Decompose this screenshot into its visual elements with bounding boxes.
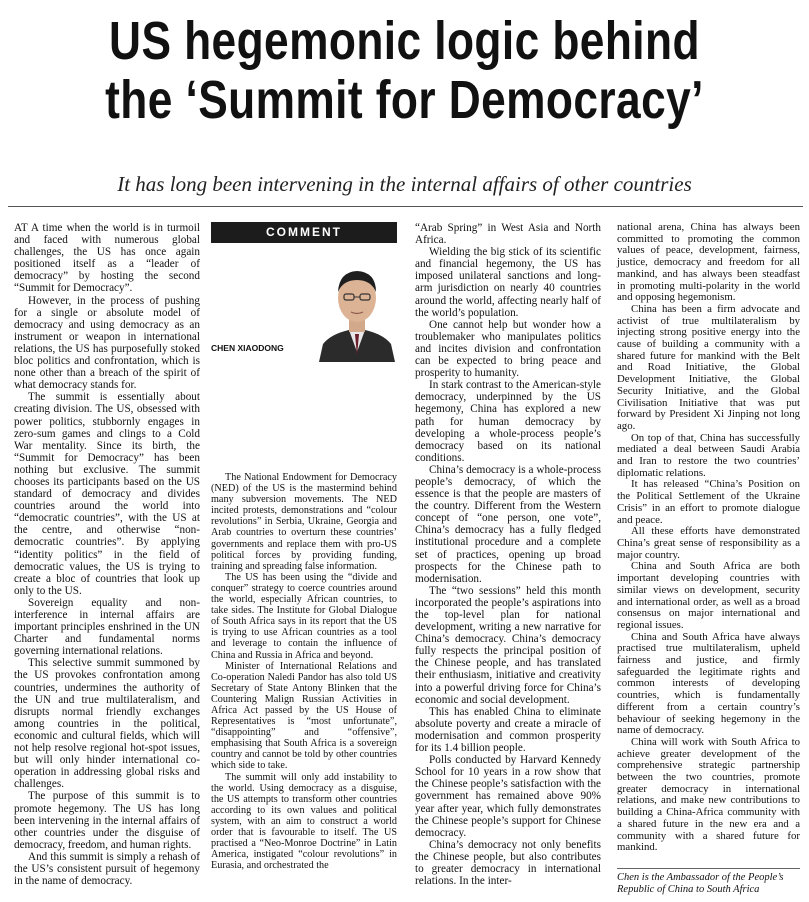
paragraph: “Arab Spring” in West Asia and North Africa. (415, 222, 601, 247)
paragraph: China and South Africa have always practised true multilateralism, upheld fairness and justice, and firmly safeguarded the legitimate rights and common interests of developing countries, which is fundamentally different from a certain country’s behaviour of seeking hegemony in the name of democracy. (617, 630, 800, 737)
paragraph: One cannot help but wonder how a troublemaker who manipulates politics and incites division and confrontation can be expected to bring peace and prosperity to humanity. (415, 318, 601, 380)
paragraph: All these efforts have demonstrated China’s great sense of responsibility as a major country. (617, 525, 800, 561)
author-note-divider (617, 868, 800, 869)
paragraph: The summit will only add instability to the world. Using democracy as a disguise, the US attempts to transform other countries according to its own values and political system, with an aim to construct a world order that is favourable to itself. The US practised a “Neo-Monroe Doctrine” in Latin America, instigated “colour revolutions” in Eurasia, and orchestrated the (211, 771, 397, 872)
paragraph: However, in the process of pushing for a single or absolute model of democracy and using democracy as an instrument or weapon in international relations, the US has purposefully stoked bloc politics and confrontation, which is none other than a breach of the spirit of what democracy stands for. (14, 294, 200, 392)
column-2 (211, 472, 397, 871)
comment-label: COMMENT (211, 222, 397, 243)
paragraph: This has enabled China to eliminate absolute poverty and create a miracle of modernisation and common prosperity for its 1.4 billion people. (415, 705, 601, 755)
headline-line-1: US hegemonic logic behind (109, 11, 700, 71)
divider (8, 206, 803, 207)
paragraph: It has released “China’s Position on the Political Settlement of the Ukraine Crisis” in an effort to promote dialogue and peace. (617, 478, 800, 526)
paragraph: China’s democracy is a whole-process people’s democracy, of which the essence is that the people are masters of the country. Different from the Western concept of “one person, one vote”, China’s democracy has a fully fledged institutional procedure and a complete set of practices, opening up broad prospects for the Chinese path to modernisation. (415, 463, 601, 585)
paragraph: Sovereign equality and non-interference in internal affairs are important principles enshrined in the UN Charter and fundamental norms governing international relations. (14, 596, 200, 658)
paragraph: The US has been using the “divide and conquer” strategy to coerce countries around the world, especially African countries, to take sides. The Institute for Global Dialogue of South Africa says in its report that the US is trying to use African countries as a tool and leverage to contain the influence of China and Russia in Africa and beyond. (211, 571, 397, 661)
headline-line-2: the ‘Summit for Democracy’ (105, 70, 704, 130)
paragraph: And this summit is simply a rehash of the US’s consistent pursuit of hegemony in the name of democracy. (14, 850, 200, 888)
paragraph: China and South Africa are both important developing countries with similar views on development, security and international order, as well as a broad consensus on major international and regional issues. (617, 560, 800, 631)
paragraph: Wielding the big stick of its scientific and financial hegemony, the US has imposed unilateral sanctions and long-arm jurisdiction on nearly 40 countries around the world, affecting nearly half of the world’s population. (415, 246, 601, 319)
paragraph: AT A time when the world is in turmoil and faced with numerous global challenges, the US has once again positioned itself as a “leader of democracy” by hosting the second “Summit for Democracy”. (14, 222, 200, 295)
column-1 (14, 222, 200, 887)
author-byline: CHEN XIAODONG (211, 343, 284, 353)
author-photo (309, 256, 405, 362)
paragraph: The summit is essentially about creating division. The US, obsessed with power politics, stubbornly engages in zero-sum games and clings to a Cold War mentality. Since its birth, the “Summit for Democracy” has been nothing but exclusive. The summit chooses its participants based on the US standard of democracy and divides countries around the world into “democratic countries”, with the US at the centre, and otherwise “non-democratic countries”. By applying “identity politics” in the field of democratic values, the US is trying to create a bloc of countries that look up only to the US. (14, 391, 200, 597)
paragraph: Polls conducted by Harvard Kennedy School for 10 years in a row show that the Chinese people’s satisfaction with the government has remained above 90% year after year, which fully demonstrates the Chinese people’s support for Chinese democracy. (415, 754, 601, 839)
paragraph: China’s democracy not only benefits the Chinese people, but also contributes to greater democracy in international relations. In the inter- (415, 838, 601, 888)
paragraph: This selective summit summoned by the US provokes confrontation among countries, undermines the authority of the UN and true multilateralism, and disrupts normal friendly exchanges among countries in the political, economic and cultural fields, which will not help resolve regional hot-spot issues, but will only hinder international co-operation in addressing global risks and challenges. (14, 657, 200, 791)
column-3 (415, 222, 601, 887)
comment-box (211, 222, 397, 462)
paragraph: China will work with South Africa to achieve greater development of the comprehensive strategic partnership between the two countries, promote greater democracy in international relations, and make new contributions to building a China-Africa community with a shared future in the new era and a community with a shared future for mankind. (617, 735, 800, 854)
headline (73, 12, 736, 130)
author-note: Chen is the Ambassador of the People’s Republic of China to South Africa (617, 872, 784, 895)
paragraph: The National Endowment for Democracy (NED) of the US is the mastermind behind many subversion movements. The NED incited protests, demonstrations and “colour revolutions” in Serbia, Ukraine, Georgia and Arab countries to overturn these countries’ governments and replace them with pro-US political forces by providing funding, training and spreading false information. (211, 472, 397, 572)
subheadline: It has long been intervening in the internal affairs of other countries (117, 172, 692, 196)
paragraph: The purpose of this summit is to promote hegemony. The US has long been intervening in the internal affairs of other countries under the disguise of democracy, freedom, and human rights. (14, 790, 200, 851)
paragraph: Minister of International Relations and Co-operation Naledi Pandor has also told US Secretary of State Antony Blinken that the Countering Malign Russian Activities in Africa Act passed by the US House of Representatives is “most unfortunate”, “disappointing” and “offensive”, emphasising that South Africa is a sovereign country and cannot be told by other countries which side to take. (211, 660, 397, 772)
paragraph: China has been a firm advocate and activist of true multilateralism by injecting strong positive energy into the cause of building a community with a shared future for mankind with the Belt and Road Initiative, the Global Development Initiative, the Global Security Initiative, and the Global Civilisation Initiative that was put forward by President Xi Jinping not long ago. (617, 302, 800, 432)
paragraph: In stark contrast to the American-style democracy, underpinned by the US hegemony, China has explored a new path for human democracy by developing a whole-process people’s democracy based on its national conditions. (415, 379, 601, 464)
column-4 (617, 222, 800, 854)
paragraph: national arena, China has always been committed to promoting the common values of peace, development, fairness, justice, democracy and freedom for all mankind, and has always been steadfast in promoting multi-polarity in the world and opposing hegemonism. (617, 221, 800, 304)
paragraph: On top of that, China has successfully mediated a deal between Saudi Arabia and Iran to restore the two countries’ diplomatic relations. (617, 431, 800, 479)
paragraph: The “two sessions” held this month incorporated the people’s aspirations into the top-level plan for national development, writing a new narrative for China’s democracy. China’s democracy fully respects the principal position of the Chinese people, and has translated their enthusiasm, initiative and creativity into a powerful driving force for China’s economic and social development. (415, 584, 601, 706)
